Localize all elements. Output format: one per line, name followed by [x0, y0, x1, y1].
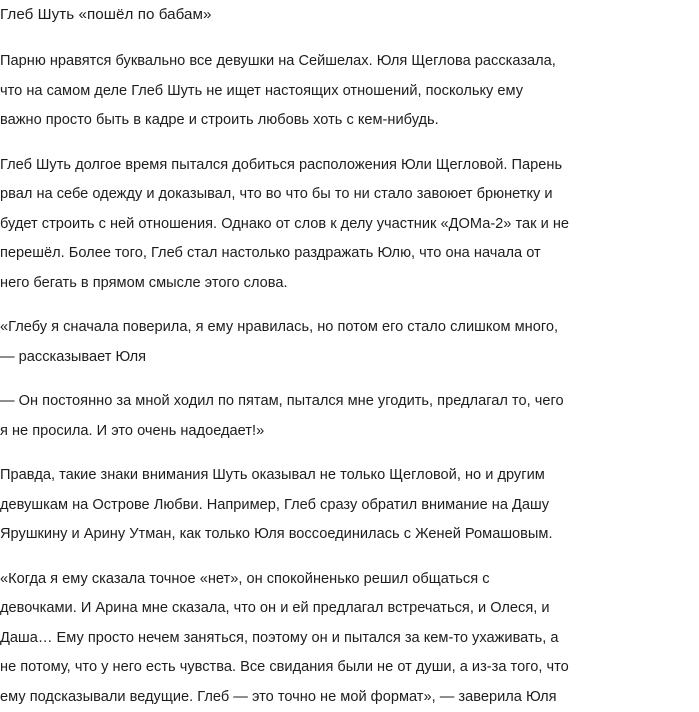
- paragraph-line: Даша… Ему просто нечем заняться, поэтому он и пытался за кем-то ухаживать, а: [0, 624, 699, 654]
- paragraph-line: девушкам на Острове Любви. Например, Глеб сразу обратил внимание на Дашу: [0, 491, 699, 521]
- paragraph-line: Правда, такие знаки внимания Шуть оказывал не только Щегловой, но и другим: [0, 461, 699, 491]
- paragraph-line: не потому, что у него есть чувства. Все свидания были не от души, а из-за того, что: [0, 653, 699, 683]
- paragraph-line: девочками. И Арина мне сказала, что он и ей предлагал встречаться, и Олеся, и: [0, 594, 699, 624]
- paragraph-quote-3: [0, 565, 699, 712]
- paragraph-background: [0, 151, 699, 299]
- paragraph-line: будет строить с ней отношения. Однако от слов к делу участник «ДОМа-2» так и не: [0, 210, 699, 240]
- headline-spacer: [0, 29, 699, 47]
- paragraph-line: «Глебу я сначала поверила, я ему нравилась, но потом его стало слишком много,: [0, 313, 699, 343]
- paragraph-quote-1: [0, 313, 699, 372]
- paragraph-others: [0, 461, 699, 550]
- paragraph-line: — рассказывает Юля: [0, 343, 699, 373]
- paragraph-line: ему подсказывали ведущие. Глеб — это точно не мой формат», — заверила Юля: [0, 683, 699, 712]
- paragraph-intro: [0, 47, 699, 136]
- paragraph-line: Ярушкину и Арину Утман, как только Юля воссоединилась с Женей Ромашовым.: [0, 520, 699, 550]
- paragraph-line: перешёл. Более того, Глеб стал настолько раздражать Юлю, что она начала от: [0, 239, 699, 269]
- paragraph-line: я не просила. И это очень надоедает!»: [0, 417, 699, 447]
- paragraph-line: важно просто быть в кадре и строить любовь хоть с кем-нибудь.: [0, 106, 699, 136]
- paragraph-line: «Когда я ему сказала точное «нет», он спокойненько решил общаться с: [0, 565, 699, 595]
- paragraph-container: [0, 47, 699, 712]
- paragraph-line: — Он постоянно за мной ходил по пятам, пытался мне угодить, предлагал то, чего: [0, 387, 699, 417]
- paragraph-line: Глеб Шуть долгое время пытался добиться расположения Юли Щегловой. Парень: [0, 151, 699, 181]
- paragraph-quote-2: [0, 387, 699, 446]
- paragraph-line: него бегать в прямом смысле этого слова.: [0, 269, 699, 299]
- page-title: Глеб Шуть «пошёл по бабам»: [0, 4, 699, 25]
- paragraph-line: Парню нравятся буквально все девушки на Сейшелах. Юля Щеглова рассказала,: [0, 47, 699, 77]
- paragraph-line: рвал на себе одежду и доказывал, что во что бы то ни стало завоюет брюнетку и: [0, 180, 699, 210]
- paragraph-line: что на самом деле Глеб Шуть не ищет настоящих отношений, поскольку ему: [0, 77, 699, 107]
